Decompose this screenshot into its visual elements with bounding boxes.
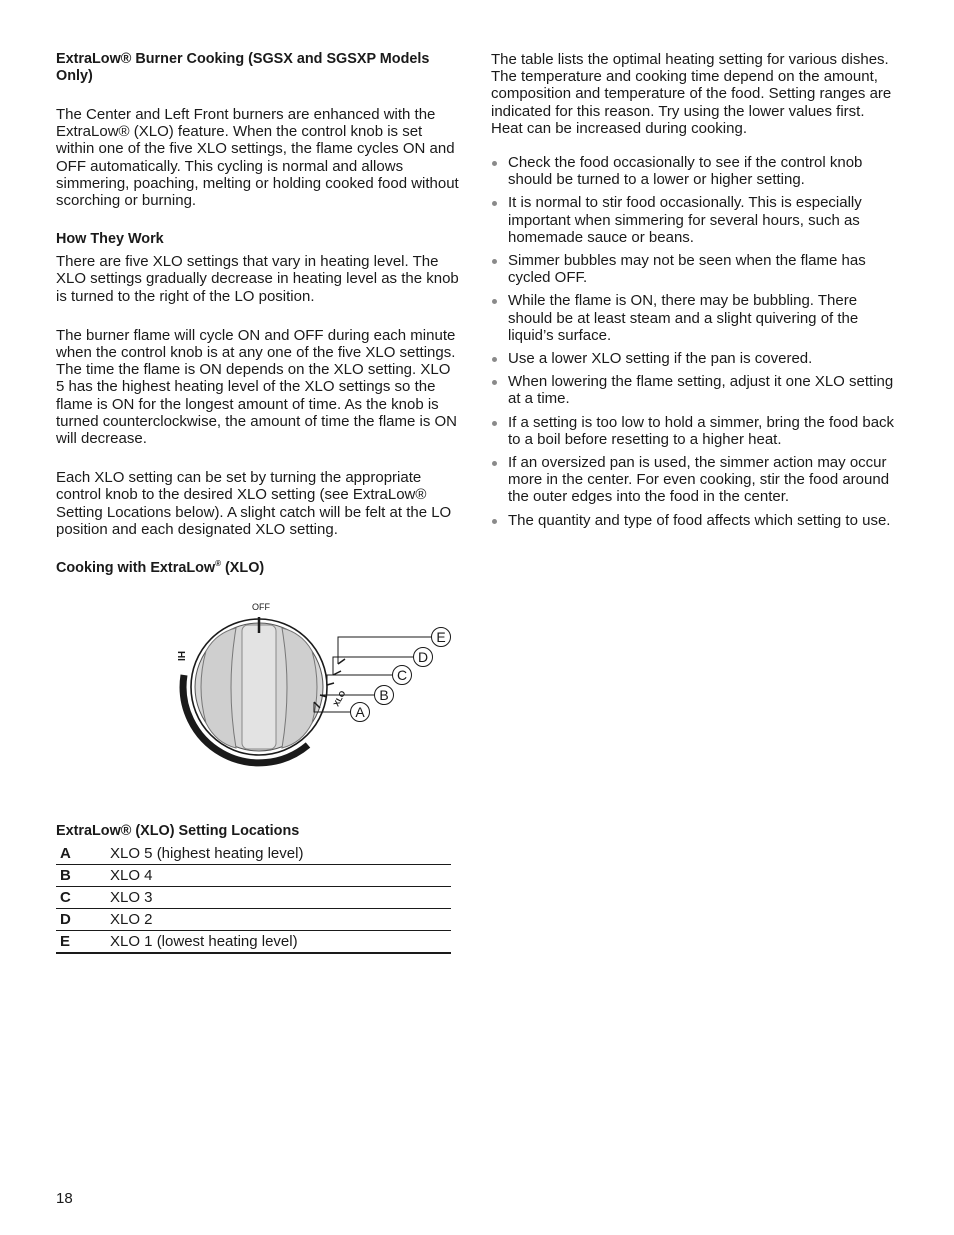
xlo-label-group: [332, 689, 348, 708]
how-they-work-heading: How They Work: [56, 231, 164, 248]
setting-value: XLO 4: [110, 865, 451, 887]
list-item: [491, 454, 897, 506]
setting-value: XLO 1 (lowest heating level): [110, 931, 451, 954]
how-paragraph-1: There are five XLO settings that vary in heating level. The XLO settings gradually decrease in heating level as the knob is turned to the right of the LO position.: [56, 253, 459, 305]
knob-handle: [242, 625, 276, 749]
setting-value: XLO 5 (highest heating level): [110, 845, 304, 863]
list-item: [491, 252, 897, 286]
list-item-text: While the flame is ON, there may be bubbling. There should be at least steam and a slight quivering of the liquid’s surface.: [508, 292, 859, 344]
list-item-text: When lowering the flame setting, adjust it one XLO setting at a time.: [508, 373, 894, 408]
callout-d: D: [417, 649, 429, 666]
list-item-text: If a setting is too low to hold a simmer, bring the food back to a boil before resetting to a higher heat.: [508, 413, 895, 448]
left-column: [56, 51, 460, 954]
bullet-icon: [492, 519, 497, 524]
list-item: [491, 512, 897, 529]
table-row: [56, 865, 451, 887]
list-item: [491, 154, 897, 188]
list-item: [491, 292, 897, 344]
list-item: [491, 373, 897, 407]
bullet-icon: [492, 201, 497, 206]
xlo-tick-c: [327, 683, 334, 685]
right-column: [491, 51, 897, 535]
xlo-tick-e: [338, 659, 345, 664]
list-item-text: Simmer bubbles may not be seen when the flame has cycled OFF.: [508, 252, 866, 287]
list-item-text: Use a lower XLO setting if the pan is covered.: [508, 350, 813, 368]
leader-line-c: [327, 675, 392, 685]
list-item: [491, 414, 897, 448]
callout-b: B: [379, 687, 389, 704]
setting-value: XLO 2: [110, 909, 451, 931]
tips-list: [491, 154, 897, 529]
setting-key: E: [56, 931, 110, 954]
intro-paragraph: The Center and Left Front burners are enhanced with the ExtraLow® (XLO) feature. When the control knob is set within one of the five XLO settings, the flame cycles ON and OFF automatically. This cycling is normal and allows simmering, poaching, melting or holding cooked food without scorching or burning.: [56, 106, 459, 210]
setting-locations-heading: ExtraLow® (XLO) Setting Locations: [56, 823, 300, 840]
bullet-icon: [492, 380, 497, 385]
setting-locations-table: [56, 843, 451, 954]
registered-mark: ®: [215, 559, 222, 569]
bullet-icon: [492, 259, 497, 264]
xlo-label: XLO: [331, 689, 348, 709]
hi-marker-group: [175, 651, 186, 661]
knob-illustration: [56, 593, 460, 793]
section-heading-extralow: ExtraLow® Burner Cooking (SGSX and SGSXP Models Only): [56, 51, 430, 84]
bullet-icon: [492, 299, 497, 304]
callout-c: C: [396, 667, 408, 684]
list-item: [491, 194, 897, 246]
setting-key: A: [60, 845, 71, 863]
list-item: [491, 350, 897, 367]
hi-label: HI: [175, 651, 186, 662]
how-paragraph-3: Each XLO setting can be set by turning the appropriate control knob to the desired XLO setting (see ExtraLow® Setting Locations below). A slight catch will be felt at the LO position and each designated XLO setting.: [56, 469, 452, 538]
list-item-text: The quantity and type of food affects which setting to use.: [508, 511, 891, 529]
cooking-heading: [56, 560, 460, 577]
bullet-icon: [492, 421, 497, 426]
cooking-heading-text: Cooking with ExtraLow: [56, 560, 216, 577]
table-row: [56, 931, 451, 954]
table-row: [56, 887, 451, 909]
setting-key: D: [56, 909, 110, 931]
table-row: [56, 909, 451, 931]
setting-key: C: [56, 887, 110, 909]
cooking-heading-suffix: (XLO): [221, 560, 265, 577]
off-label: OFF: [252, 602, 270, 613]
bullet-icon: [492, 461, 497, 466]
list-item-text: It is normal to stir food occasionally. This is especially important when simmering for several hours, such as homemade sauce or beans.: [508, 194, 862, 246]
callout-e: E: [436, 629, 446, 646]
setting-value: XLO 3: [110, 887, 451, 909]
list-item-text: Check the food occasionally to see if the control knob should be turned to a lower or higher setting.: [508, 154, 863, 189]
list-item-text: If an oversized pan is used, the simmer action may occur more in the center. For even cooking, stir the food around the outer edges into the food in the center.: [508, 454, 890, 506]
bullet-icon: [492, 357, 497, 362]
how-paragraph-2: The burner flame will cycle ON and OFF during each minute when the control knob is at any one of the five XLO settings. The time the flame is ON depends on the XLO setting. XLO 5 has the highest heating level of the XLO settings so the flame is ON for the longest amount of time. As the knob is turned counterclockwise, the amount of time the flame is ON will decrease.: [56, 326, 458, 448]
table-intro-paragraph: The table lists the optimal heating setting for various dishes. The temperature and cooking time depend on the amount, composition and temperature of the food. Setting ranges are indicated for this reason. Try using the lower values first. Heat can be increased during cooking.: [491, 51, 892, 137]
table-row: [56, 843, 451, 865]
page-number: 18: [56, 1190, 73, 1207]
callout-a: A: [355, 704, 365, 721]
setting-key: B: [56, 865, 110, 887]
xlo-tick-d: [333, 671, 341, 675]
bullet-icon: [492, 161, 497, 166]
knob-diagram: [56, 593, 460, 793]
